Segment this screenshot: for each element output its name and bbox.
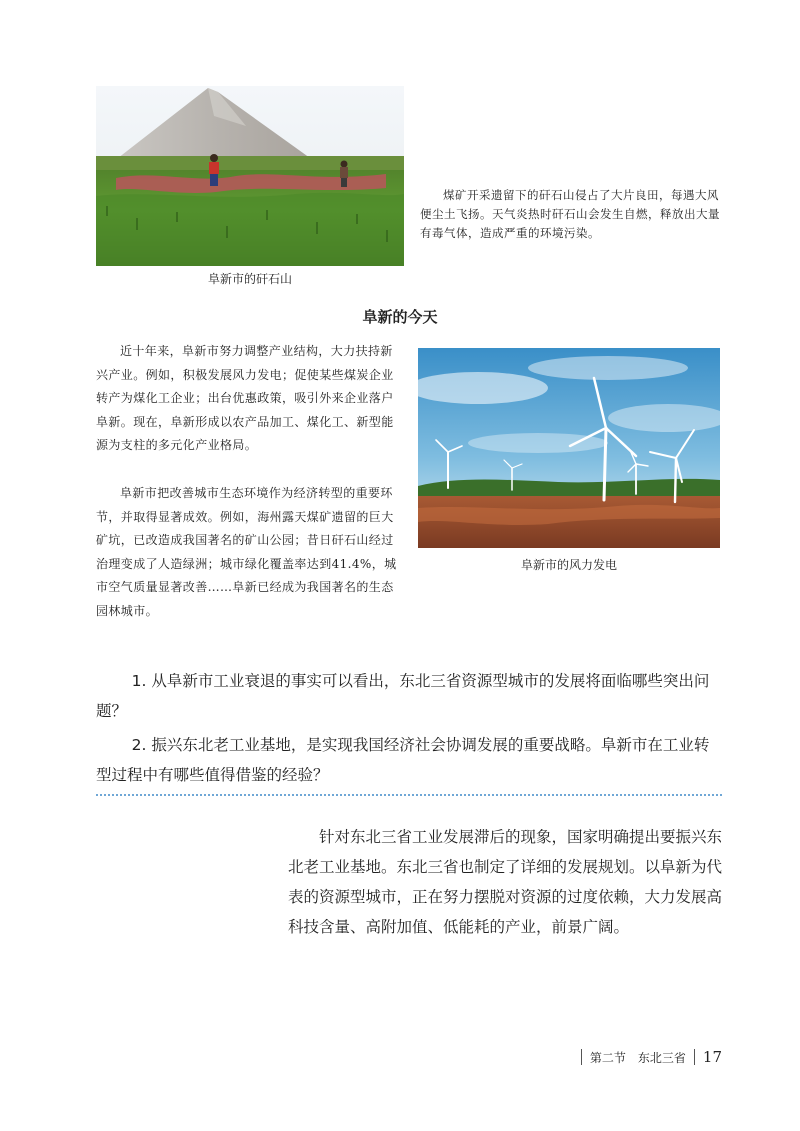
page-footer <box>573 1046 722 1068</box>
body-paragraph-1: 近十年来，阜新市努力调整产业结构，大力扶持新兴产业。例如，积极发展风力发电；促使某些煤炭企业转产为煤化工企业；出台优惠政策，吸引外来企业落户阜新。现在，阜新形成以农产品加工、煤化工、新型能源为支柱的多元化产业格局。 <box>96 344 394 452</box>
page-number: 17 <box>702 1048 722 1066</box>
footer-separator <box>694 1049 695 1065</box>
section-heading: 阜新的今天 <box>362 308 438 326</box>
gangue-mountain-image <box>96 86 404 266</box>
wind-turbines-image <box>418 348 720 548</box>
footer-section-label: 第二节 <box>589 1050 626 1065</box>
gangue-side-note: 煤矿开采遗留下的矸石山侵占了大片良田，每遇大风便尘土飞扬。天气炎热时矸石山会发生自燃，释放出大量有毒气体，造成严重的环境污染。 <box>420 188 720 240</box>
dotted-divider <box>96 794 722 796</box>
gangue-mountain-photo <box>96 86 404 266</box>
wind-photo-caption: 阜新市的风力发电 <box>520 558 617 572</box>
summary-paragraph: 针对东北三省工业发展滞后的现象，国家明确提出要振兴东北老工业基地。东北三省也制定了详细的发展规划。以阜新为代表的资源型城市，正在努力摆脱对资源的过度依赖，大力发展高科技含量、高附加值、低能耗的产业，前景广阔。 <box>288 828 723 936</box>
wind-power-photo <box>418 348 720 548</box>
footer-chapter-label: 东北三省 <box>637 1050 686 1065</box>
gangue-photo-caption: 阜新市的矸石山 <box>207 272 292 286</box>
question-2: 2. 振兴东北老工业基地，是实现我国经济社会协调发展的重要战略。阜新市在工业转型过程中有哪些值得借鉴的经验？ <box>96 736 710 784</box>
question-1: 1. 从阜新市工业衰退的事实可以看出，东北三省资源型城市的发展将面临哪些突出问题？ <box>96 672 710 720</box>
footer-separator <box>581 1049 582 1065</box>
body-paragraph-2: 阜新市把改善城市生态环境作为经济转型的重要环节，并取得显著成效。例如，海州露天煤矿遗留的巨大矿坑，已改造成我国著名的矿山公园；昔日矸石山经过治理变成了人造绿洲；城市绿化覆盖率达到41.4%，城市空气质量显著改善……阜新已经成为我国著名的生态园林城市。 <box>96 486 397 618</box>
